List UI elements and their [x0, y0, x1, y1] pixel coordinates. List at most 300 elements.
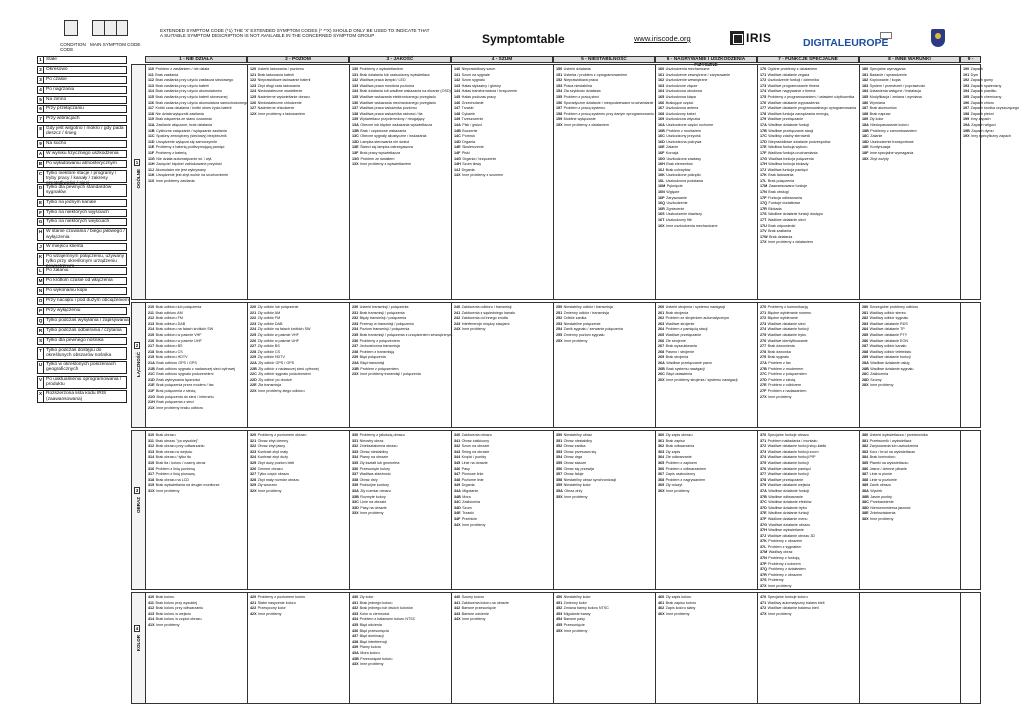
- symptom-description: Zapach gumy: [970, 78, 993, 83]
- symptom-code: 315: [148, 460, 155, 465]
- symptom-code: 11C: [148, 134, 155, 139]
- symptom-code: 22E: [250, 383, 257, 388]
- symptom-code: 253: [556, 321, 563, 326]
- symptom-description: Wadliwe odtwarzanie: [768, 494, 803, 499]
- symptom-code: 26X: [658, 377, 665, 382]
- symptom-description: Wadliwy odbiór kanału: [869, 344, 907, 349]
- symptom-code: 19B: [963, 128, 970, 133]
- symptom-code: 34A: [454, 488, 461, 493]
- symptom-description: Brak odbioru na falach krótkich SW: [155, 327, 214, 332]
- symptom-description: Brak działania lub uszkodzony wyświetlacz: [359, 72, 430, 77]
- condition-item: [37, 361, 127, 374]
- symptom-description: Problemy z wyświetlaniem: [359, 67, 403, 71]
- symptom-description: Problemy z działaniem: [768, 567, 806, 572]
- symptom-cell: [960, 593, 981, 703]
- symptom-description: Zapis uszkodzony: [665, 472, 696, 477]
- symptom-code: 37M: [760, 550, 768, 555]
- symptom-description: Brak dzwonka: [767, 349, 791, 354]
- symptom-code: 14C: [454, 134, 461, 139]
- symptom-cell: [757, 65, 859, 299]
- symptom-code: 270: [760, 305, 767, 309]
- symptom-description: Brak obrazu w wejściu: [155, 449, 193, 454]
- symptom-description: Uszkodzone złącze: [665, 83, 698, 88]
- symptom-description: Uszkodzenie wewnętrzne: [665, 78, 708, 83]
- condition-item: [37, 160, 127, 168]
- symptom-description: Zalanie: [666, 145, 679, 150]
- symptom-code: 179: [760, 117, 767, 122]
- symptom-code: 289: [862, 355, 869, 360]
- condition-item: [37, 199, 127, 207]
- symptom-code: 316: [148, 466, 155, 471]
- symptom-description: Świeci się lampka ostrzegawcza: [360, 145, 413, 150]
- symptom-description: Przesunięte kolory: [359, 466, 390, 471]
- condition-label: Przy naciąku i pod dużym obciążeniem: [46, 298, 129, 304]
- symptom-code: 195: [963, 94, 970, 99]
- column-header: 3 - JAKOŚĆ: [349, 56, 451, 63]
- condition-code: B: [38, 160, 43, 166]
- symptom-description: Zły odbiór GPS / GPS: [258, 360, 295, 365]
- symptom-description: Uszkodzenie: [666, 201, 688, 206]
- symptom-description: Zły odbiór na falach krótkich SW: [257, 327, 311, 332]
- symptom-description: Błąd połączenia: [359, 355, 386, 360]
- symptom-description: Obecne lub błędne wskazania wyświetlacza: [360, 122, 433, 127]
- symptom-description: Brak sygnału: [767, 355, 789, 360]
- symptom-description: Wadliwe działanie funkcji: [869, 355, 911, 360]
- symptom-code: 145: [454, 94, 461, 99]
- symptom-code: 171: [760, 72, 767, 77]
- condition-item: [37, 184, 127, 197]
- symptom-description: Urządzenie wyłącza się samoczynnie: [156, 139, 218, 144]
- symptom-description: Drgania: [462, 139, 476, 144]
- condition-item: [37, 243, 127, 251]
- website-link[interactable]: www.iriscode.org: [634, 34, 691, 43]
- symptom-code: 151: [556, 72, 563, 77]
- symptom-description: Specjalne wymagania: [869, 67, 906, 71]
- symptom-code: 16M: [658, 184, 666, 189]
- symptom-code: 345: [454, 460, 461, 465]
- symptom-code: 238: [352, 349, 359, 354]
- symptom-description: Inne problemy: [666, 611, 690, 616]
- symptom-entry: [148, 406, 245, 412]
- symptom-code: 159: [556, 117, 563, 122]
- symptom-code: 21G: [148, 394, 155, 399]
- symptom-description: Wyświetlacz przyciemniony / mrugający: [359, 117, 425, 122]
- symptom-description: Uszkodzona obudowa: [665, 89, 702, 94]
- symptom-description: Uszkodzona wtyczka: [665, 117, 701, 122]
- symptom-code: 198: [963, 111, 970, 116]
- symptom-description: Błędy transmisji / połączenia: [359, 316, 407, 321]
- symptom-code: 133: [352, 83, 359, 88]
- symptom-code: 17V: [760, 229, 767, 234]
- symptom-description: Brak odbioru sygnału podczerwieni: [156, 372, 214, 377]
- symptom-description: Mora: [462, 494, 471, 499]
- condition-label: Po uaktualnieniu oprogramowania / produktu: [44, 376, 127, 389]
- symptom-description: Lampka sterowania nie świeci: [360, 139, 410, 144]
- symptom-description: Brak zapisu: [665, 438, 685, 443]
- symptom-description: Inne problemy: [870, 383, 894, 388]
- symptom-code: 37D: [760, 505, 767, 510]
- symptom-code: 284: [862, 327, 869, 332]
- symptom-description: Drgania / brzęczenie: [462, 156, 497, 161]
- symptom-cell: [451, 431, 553, 589]
- symptom-cell: [553, 303, 655, 427]
- symptom-code: 354: [556, 455, 563, 460]
- symptom-code: 37J: [760, 533, 767, 538]
- symptom-description: Brak obrazu "po wysokiej": [155, 438, 199, 443]
- symptom-code: 455: [556, 622, 563, 627]
- condition-code: C: [37, 170, 44, 183]
- symptom-code: 41X: [148, 622, 155, 627]
- symptom-code: 11K: [148, 173, 155, 178]
- condition-label: Tylko na niektórych wyjściach: [44, 209, 127, 217]
- symptom-description: Brak działania: [769, 234, 793, 239]
- symptom-code: 35A: [556, 488, 563, 493]
- symptom-code: 180: [862, 67, 869, 71]
- symptom-code: 38B: [862, 494, 869, 499]
- symptom-code: 16F: [658, 150, 665, 155]
- symptom-code: 14D: [454, 139, 461, 144]
- symptom-cell: [451, 593, 553, 703]
- symptom-description: Brak odbioru sygnału z nadawczej sieci cyfrowej: [156, 366, 236, 371]
- symptom-code: 439: [352, 645, 359, 650]
- symptom-code: 436: [352, 628, 359, 633]
- symptom-code: 16S: [658, 212, 665, 217]
- symptom-code: 239: [352, 355, 359, 360]
- symptom-description: Wadliwy obraz: [768, 550, 793, 555]
- symptom-code: 17K: [760, 173, 767, 178]
- symptom-description: Brak uchwytów: [665, 167, 691, 172]
- symptom-code: 28X: [862, 383, 869, 388]
- symptom-code: 11D: [148, 139, 155, 144]
- symptom-code: 22D: [250, 377, 257, 382]
- symptom-description: Zapach wilgoci: [971, 122, 996, 127]
- symptom-description: Wadliwe działanie menu: [767, 516, 808, 521]
- symptom-description: Ustawienia wstępne / instalacja: [869, 89, 921, 94]
- symptom-description: Wadliwa funkcja wyboru: [768, 145, 808, 150]
- symptom-code: 14G: [454, 156, 461, 161]
- symptom-description: Uszkodzenie funkcji / dziennika: [767, 78, 819, 83]
- symptom-description: Zapis koloru słaby: [665, 606, 696, 611]
- symptom-description: Brak koloru: [155, 595, 175, 599]
- symptom-description: Brak luminoforu: [869, 455, 896, 460]
- symptom-code: 191: [963, 72, 970, 77]
- symptom-description: Problemy z funkcją: [768, 556, 800, 561]
- symptom-code: 162: [658, 78, 665, 83]
- symptom-code: 17N: [760, 190, 767, 195]
- symptom-code: 365: [658, 460, 665, 465]
- symptom-code: 158: [556, 111, 563, 116]
- symptom-code: 215: [148, 332, 155, 337]
- symptom-description: Przesunięcie koloru: [360, 656, 393, 661]
- symptom-entry: [352, 372, 449, 378]
- symptom-description: Zakłócenia odbioru / transmisji: [461, 305, 512, 309]
- condition-label: Tylko podczas odbierania / czytania: [44, 327, 127, 335]
- symptom-entry: [658, 378, 755, 384]
- symptom-description: Tylko część obrazu: [257, 472, 290, 477]
- symptom-code: 37F: [760, 516, 767, 521]
- symptom-description: Błąd transmisji: [360, 360, 385, 365]
- symptom-code: 450: [556, 595, 563, 599]
- symptom-entry: [556, 629, 653, 635]
- symptom-code: 18A: [862, 122, 869, 127]
- symptom-entry: [760, 240, 857, 246]
- symptom-code: 37E: [760, 511, 767, 516]
- condition-item: [37, 86, 127, 94]
- symptom-description: Inne problemy: [768, 394, 792, 399]
- symptom-description: Specjalne funkcje obrazu: [767, 433, 809, 437]
- symptom-description: Uszkodzenia mechaniczne: [665, 67, 710, 71]
- symptom-description: Problemy z poziomem obrazu: [257, 433, 307, 437]
- symptom-description: Problem z pracą systemu przy danym oprogramowaniu: [563, 111, 654, 116]
- symptom-code: 16G: [658, 156, 665, 161]
- symptom-code: 17P: [760, 195, 767, 200]
- symptom-code: 22X: [250, 388, 257, 393]
- condition-label: Na sucho: [44, 140, 127, 148]
- symptom-code: 435: [352, 622, 359, 627]
- symptom-description: Brak transmisji / połączenia z urządzeniem zewnętrznym: [359, 332, 453, 337]
- symptom-code: 323: [250, 449, 257, 454]
- symptom-code: 336: [352, 466, 359, 471]
- symptom-code: 233: [352, 321, 359, 326]
- symptom-description: Obraz niestabilny: [359, 449, 389, 454]
- symptom-cell: [451, 65, 553, 299]
- symptom-description: Zacięcie/ błędne/ zablokowane przyciski: [156, 162, 222, 167]
- condition-item: [37, 96, 127, 104]
- symptom-description: Urządzenie jest zbyt wolne na uruchomienie: [156, 173, 229, 178]
- symptom-description: Obraz niestabilny: [563, 438, 593, 443]
- symptom-code: 410: [148, 595, 155, 599]
- symptom-description: Brak koloru przy odtwarzaniu: [155, 606, 204, 611]
- symptom-code: 252: [556, 316, 563, 321]
- symptom-description: Brak wyszukiwania: [665, 344, 697, 349]
- symptom-entry: [352, 511, 449, 517]
- symptom-description: Problem z pamięcią stacji: [665, 327, 708, 332]
- symptom-code: 343: [454, 449, 461, 454]
- symptom-code: 44X: [454, 617, 461, 622]
- symptom-description: Wadliwe działanie EON: [869, 338, 909, 343]
- symptom-description: Wadliwe przełączanie: [767, 477, 804, 482]
- symptom-description: Brak zasilania: [768, 229, 792, 234]
- symptom-description: Problem z zasilaniem / nie działa: [155, 67, 210, 71]
- condition-code: 5: [37, 96, 44, 104]
- symptom-code: 11E: [148, 145, 155, 150]
- symptom-code: 454: [556, 617, 563, 622]
- symptom-description: Inne problemy strojenia / systemu nawigacji: [666, 377, 738, 382]
- symptom-description: Wadliwe działanie obrazu: [768, 522, 811, 527]
- symptom-entry: [862, 157, 958, 163]
- symptom-description: Problemy z poziomem koloru: [257, 595, 306, 599]
- symptom-description: Problem z linią pionową: [155, 472, 195, 477]
- symptom-description: Uszkodzona pokrywa: [666, 139, 702, 144]
- symptom-code: 212: [148, 316, 155, 321]
- symptom-description: Nierównomierna jasność: [870, 505, 911, 510]
- symptom-code: 442: [454, 606, 461, 611]
- column-header: 7 - FUNKCJE SPECJALNE: [757, 56, 859, 63]
- symptom-entry: [148, 489, 245, 495]
- symptom-code: 13X: [352, 162, 359, 167]
- symptom-description: Zły odbiór BS: [257, 344, 280, 349]
- symptom-description: Wadliwe działanie funkcji: [768, 511, 809, 516]
- symptom-description: Inne uszkodzenia mechaniczne: [666, 223, 718, 228]
- symptom-grid: [131, 56, 1020, 704]
- symptom-description: Brak odbioru lub połączenia: [155, 305, 202, 309]
- symptom-code: 351: [556, 438, 563, 443]
- condition-code: A: [38, 150, 43, 156]
- symptom-description: Inne problemy: [360, 511, 384, 516]
- symptom-code: 164: [658, 89, 665, 94]
- symptom-description: Kontrast zbyt mały: [257, 449, 288, 454]
- symptom-description: Brak / częściowe wskazania: [360, 128, 407, 133]
- symptom-description: Inne problemy: [768, 584, 792, 589]
- symptom-description: Uszkodzone zawiasy: [666, 156, 701, 161]
- symptom-description: Usterki ładowania / poziomu: [257, 67, 304, 71]
- symptom-description: Szum tłowy: [462, 162, 482, 167]
- symptom-description: Funkcja odtwarzania: [768, 195, 802, 200]
- symptom-code: 462: [658, 606, 665, 611]
- symptom-code: 27F: [760, 388, 767, 393]
- symptom-description: Pasy na obrazie: [360, 505, 387, 510]
- symptom-cell: [553, 65, 655, 299]
- symptom-description: Inne problemy złego odbioru: [258, 388, 305, 393]
- symptom-code: 45X: [556, 628, 563, 633]
- symptom-code: 135: [352, 94, 359, 99]
- symptom-code: 13G: [352, 156, 359, 161]
- symptom-code: 13A: [352, 122, 359, 127]
- section-name: ŁĄCZNOŚĆ: [136, 352, 141, 377]
- symptom-description: Problemy z baterią podtrzymującą pamięć: [155, 145, 225, 150]
- symptom-code: 331: [352, 438, 359, 443]
- symptom-description: Brak połączenia z siecią: [155, 388, 196, 393]
- symptom-code: 37A: [760, 488, 767, 493]
- symptom-code: 18E: [862, 145, 869, 150]
- symptom-description: Linie w pionie: [869, 472, 893, 477]
- symptom-description: Błędne wybieranie numeru: [767, 310, 812, 315]
- symptom-code: 231: [352, 310, 359, 315]
- symptom-code: 13E: [352, 145, 359, 150]
- symptom-code: 276: [760, 338, 767, 343]
- symptom-code: 330: [352, 433, 359, 437]
- symptom-description: Problem ze światłem: [360, 156, 395, 161]
- symptom-code: 17E: [760, 145, 767, 150]
- symptom-code: 160: [658, 67, 665, 71]
- condition-label: Tylko niektóre stacje / programy / tryby pracy / kanały / zakresy częstotliwości / sieci: [44, 170, 127, 183]
- symptom-code: 119: [148, 117, 154, 122]
- symptom-description: Zły odbiór z nadawczej sieci cyfrowej: [258, 366, 319, 371]
- symptom-description: Nieprawidłowy szum: [461, 67, 496, 71]
- symptom-code: 332: [352, 444, 359, 449]
- condition-item: [37, 105, 127, 113]
- symptom-code: 379: [760, 483, 767, 488]
- symptom-description: Problem ze strojeniem automatycznym: [665, 316, 730, 321]
- condition-code: U: [37, 361, 44, 374]
- symptom-description: Zbyt zużyty: [870, 156, 889, 161]
- symptom-code: 16Q: [658, 201, 665, 206]
- symptom-description: Brak połączenia przez modem / fax: [156, 383, 214, 388]
- symptom-description: Szum na obrazie: [461, 444, 490, 449]
- condition-code: P: [38, 308, 43, 313]
- symptom-code: 341: [454, 438, 461, 443]
- symptom-code: 16T: [658, 218, 665, 223]
- symptom-code: 14X: [454, 173, 461, 178]
- condition-item: [37, 140, 127, 148]
- symptom-code: 287: [862, 344, 869, 349]
- symptom-description: Akumulator nie jest wykrywany: [155, 167, 206, 172]
- symptom-code: 144: [454, 89, 461, 94]
- symptom-code: 125: [250, 94, 257, 99]
- symptom-description: Zły odbiór DAB: [257, 321, 283, 326]
- symptom-code: 37N: [760, 556, 767, 561]
- symptom-entry: [658, 612, 755, 618]
- symptom-code: 369: [658, 483, 665, 488]
- symptom-description: Zapach chemiczny: [970, 94, 1002, 99]
- symptom-code: 21C: [148, 372, 155, 377]
- symptom-code: 378: [760, 477, 767, 482]
- symptom-code: 138: [352, 111, 359, 116]
- symptom-description: Wadliwe działanie TP: [869, 327, 905, 332]
- symptom-code: 274: [760, 327, 767, 332]
- symptom-code: 38C: [862, 500, 869, 505]
- symptom-code: 169: [658, 117, 665, 122]
- condition-code-box: [64, 20, 78, 36]
- symptom-code: 272: [760, 316, 767, 321]
- symptom-description: Brak koloru w części obrazu: [155, 617, 202, 622]
- symptom-description: Zapach pleśni: [970, 111, 994, 116]
- symptom-description: Wadliwy odbiór stereo: [869, 310, 906, 315]
- condition-code-list: [37, 56, 127, 405]
- symptom-description: Zapach środka czyszczącego: [970, 106, 1020, 111]
- section-number: 3: [135, 488, 139, 493]
- symptom-code: 127: [250, 106, 257, 111]
- symptom-code: 374: [760, 455, 767, 460]
- symptom-code: 17F: [760, 150, 767, 155]
- symptom-description: Wadliwa funkcja połączenia: [768, 156, 814, 161]
- symptom-description: Wadliwe przełączanie: [767, 117, 804, 122]
- symptom-description: Zniekształcenia: [870, 511, 896, 516]
- symptom-description: Poziom transmisji / połączenia: [359, 327, 410, 332]
- symptom-description: Zapach chloru: [970, 100, 995, 105]
- symptom-description: Zakłócenia od innego źródła: [461, 316, 508, 321]
- symptom-code: 219: [148, 355, 155, 360]
- symptom-code: 360: [658, 433, 665, 437]
- symptom-code: 14F: [454, 150, 461, 155]
- symptom-code: 367: [658, 472, 665, 477]
- symptom-description: Wymiana: [869, 100, 885, 105]
- condition-code: M: [38, 278, 43, 284]
- symptom-code: 17B: [760, 128, 767, 133]
- symptom-code: 11G: [148, 156, 155, 161]
- symptom-description: Wyciek: [870, 488, 883, 493]
- condition-code: E: [38, 199, 43, 205]
- symptom-description: Usterki działania: [563, 67, 591, 71]
- symptom-code: 38E: [862, 511, 869, 516]
- symptom-description: Kopiowanie / kopia: [869, 78, 901, 83]
- symptom-cell: [960, 65, 1020, 299]
- condition-label: Rozszerzona lista kodu IRIS (zaawansowana): [44, 390, 127, 403]
- symptom-description: Nieprawidłowe działanie podzespołów: [768, 139, 831, 144]
- symptom-code: 329: [250, 483, 257, 488]
- symptom-description: Wadliwy automatyczny balans bieli: [767, 600, 825, 605]
- symptom-code: 173: [760, 83, 767, 88]
- symptom-entry: [454, 173, 551, 179]
- symptom-code: 230: [352, 305, 359, 309]
- symptom-cell: [145, 593, 247, 703]
- symptom-code: 11F: [148, 150, 155, 155]
- symptom-description: Inne problemy: [564, 338, 588, 343]
- condition-code: K: [37, 253, 44, 266]
- symptom-code: 17Q: [760, 201, 767, 206]
- symptom-code: 156: [556, 100, 563, 105]
- condition-item: [37, 66, 127, 74]
